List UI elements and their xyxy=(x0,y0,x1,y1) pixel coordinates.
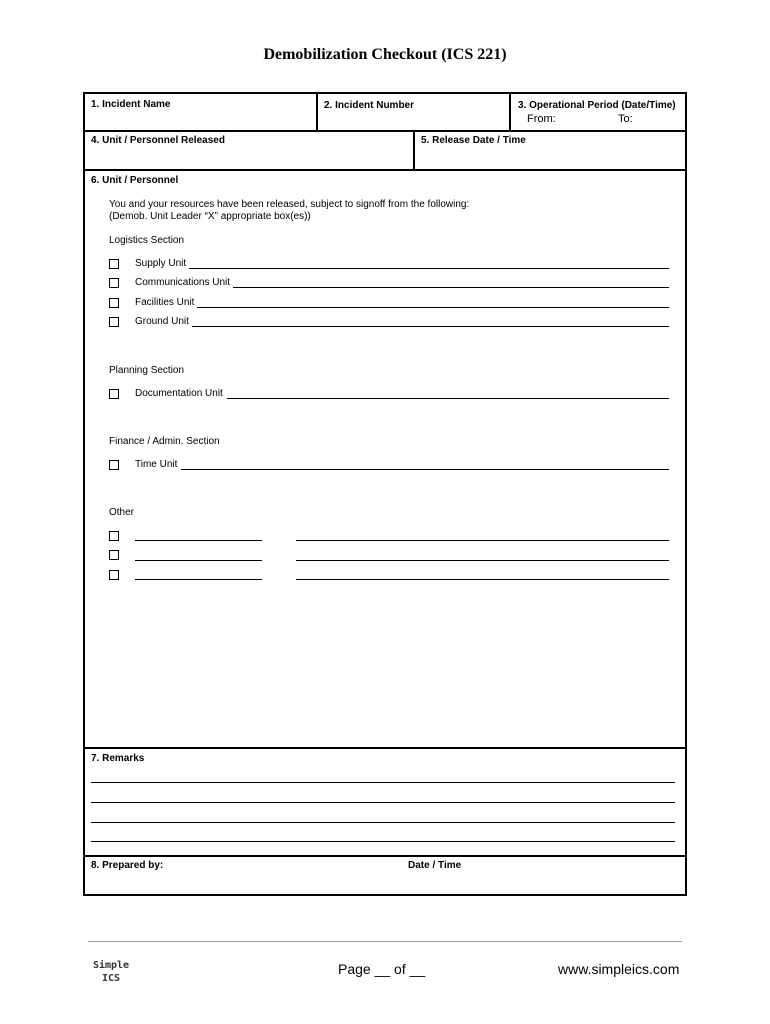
unit-personnel-heading: 6. Unit / Personnel xyxy=(91,175,179,186)
ground-unit-signature-line[interactable] xyxy=(192,326,669,327)
release-date-label: 5. Release Date / Time xyxy=(421,135,526,146)
simple-ics-logo: Simple ICS xyxy=(92,960,130,984)
row2-divider xyxy=(85,169,685,171)
planning-heading: Planning Section xyxy=(109,365,185,376)
facilities-unit-label: Facilities Unit xyxy=(135,297,195,308)
remarks-line xyxy=(91,782,675,783)
other-checkbox-2[interactable] xyxy=(109,550,119,560)
incident-number-field[interactable] xyxy=(318,94,511,130)
incident-name-field[interactable] xyxy=(85,94,318,130)
documentation-unit-checkbox[interactable] xyxy=(109,389,119,399)
other-unit-line-3[interactable] xyxy=(135,579,262,580)
operational-period-field[interactable] xyxy=(511,94,685,130)
unit-released-label: 4. Unit / Personnel Released xyxy=(91,135,225,146)
supply-unit-label: Supply Unit xyxy=(135,258,187,269)
other-signature-line-1[interactable] xyxy=(296,540,669,541)
from-label: From: xyxy=(527,113,556,125)
remarks-line xyxy=(91,841,675,842)
communications-unit-checkbox[interactable] xyxy=(109,278,119,288)
other-unit-line-2[interactable] xyxy=(135,560,262,561)
logistics-heading: Logistics Section xyxy=(109,235,185,246)
facilities-unit-checkbox[interactable] xyxy=(109,298,119,308)
unit-released-field[interactable] xyxy=(85,132,415,169)
remarks-heading: 7. Remarks xyxy=(91,753,145,764)
intro-line-2: (Demob. Unit Leader “X” appropriate box(es)) xyxy=(109,211,311,222)
section6-divider xyxy=(85,747,685,749)
operational-period-label: 3. Operational Period (Date/Time) xyxy=(518,100,676,111)
other-heading: Other xyxy=(109,507,135,518)
page-number: Page __ of __ xyxy=(338,961,426,977)
documentation-unit-signature-line[interactable] xyxy=(227,398,669,399)
documentation-unit-label: Documentation Unit xyxy=(135,388,223,399)
remarks-line xyxy=(91,802,675,803)
supply-unit-signature-line[interactable] xyxy=(189,268,669,269)
website-link[interactable]: www.simpleics.com xyxy=(558,961,680,977)
incident-number-label: 2. Incident Number xyxy=(324,100,415,111)
date-time-label: Date / Time xyxy=(408,860,462,871)
ground-unit-checkbox[interactable] xyxy=(109,317,119,327)
prepared-by-label: 8. Prepared by: xyxy=(91,860,164,871)
finance-heading: Finance / Admin. Section xyxy=(109,436,220,447)
remarks-line xyxy=(91,822,675,823)
section7-divider xyxy=(85,855,685,857)
to-label: To: xyxy=(618,113,633,125)
communications-unit-label: Communications Unit xyxy=(135,277,231,288)
ics221-form xyxy=(83,92,687,896)
incident-name-label: 1. Incident Name xyxy=(91,99,171,110)
time-unit-checkbox[interactable] xyxy=(109,460,119,470)
release-date-field[interactable] xyxy=(415,132,685,169)
footer-rule xyxy=(88,941,682,942)
supply-unit-checkbox[interactable] xyxy=(109,259,119,269)
ground-unit-label: Ground Unit xyxy=(135,316,189,327)
other-checkbox-1[interactable] xyxy=(109,531,119,541)
other-checkbox-3[interactable] xyxy=(109,570,119,580)
facilities-unit-signature-line[interactable] xyxy=(197,307,669,308)
other-unit-line-1[interactable] xyxy=(135,540,262,541)
time-unit-label: Time Unit xyxy=(135,459,178,470)
time-unit-signature-line[interactable] xyxy=(181,469,669,470)
other-signature-line-3[interactable] xyxy=(296,579,669,580)
communications-unit-signature-line[interactable] xyxy=(233,287,669,288)
form-title: Demobilization Checkout (ICS 221) xyxy=(263,46,507,63)
other-signature-line-2[interactable] xyxy=(296,560,669,561)
intro-line-1: You and your resources have been released, subject to signoff from the following: xyxy=(109,199,470,210)
